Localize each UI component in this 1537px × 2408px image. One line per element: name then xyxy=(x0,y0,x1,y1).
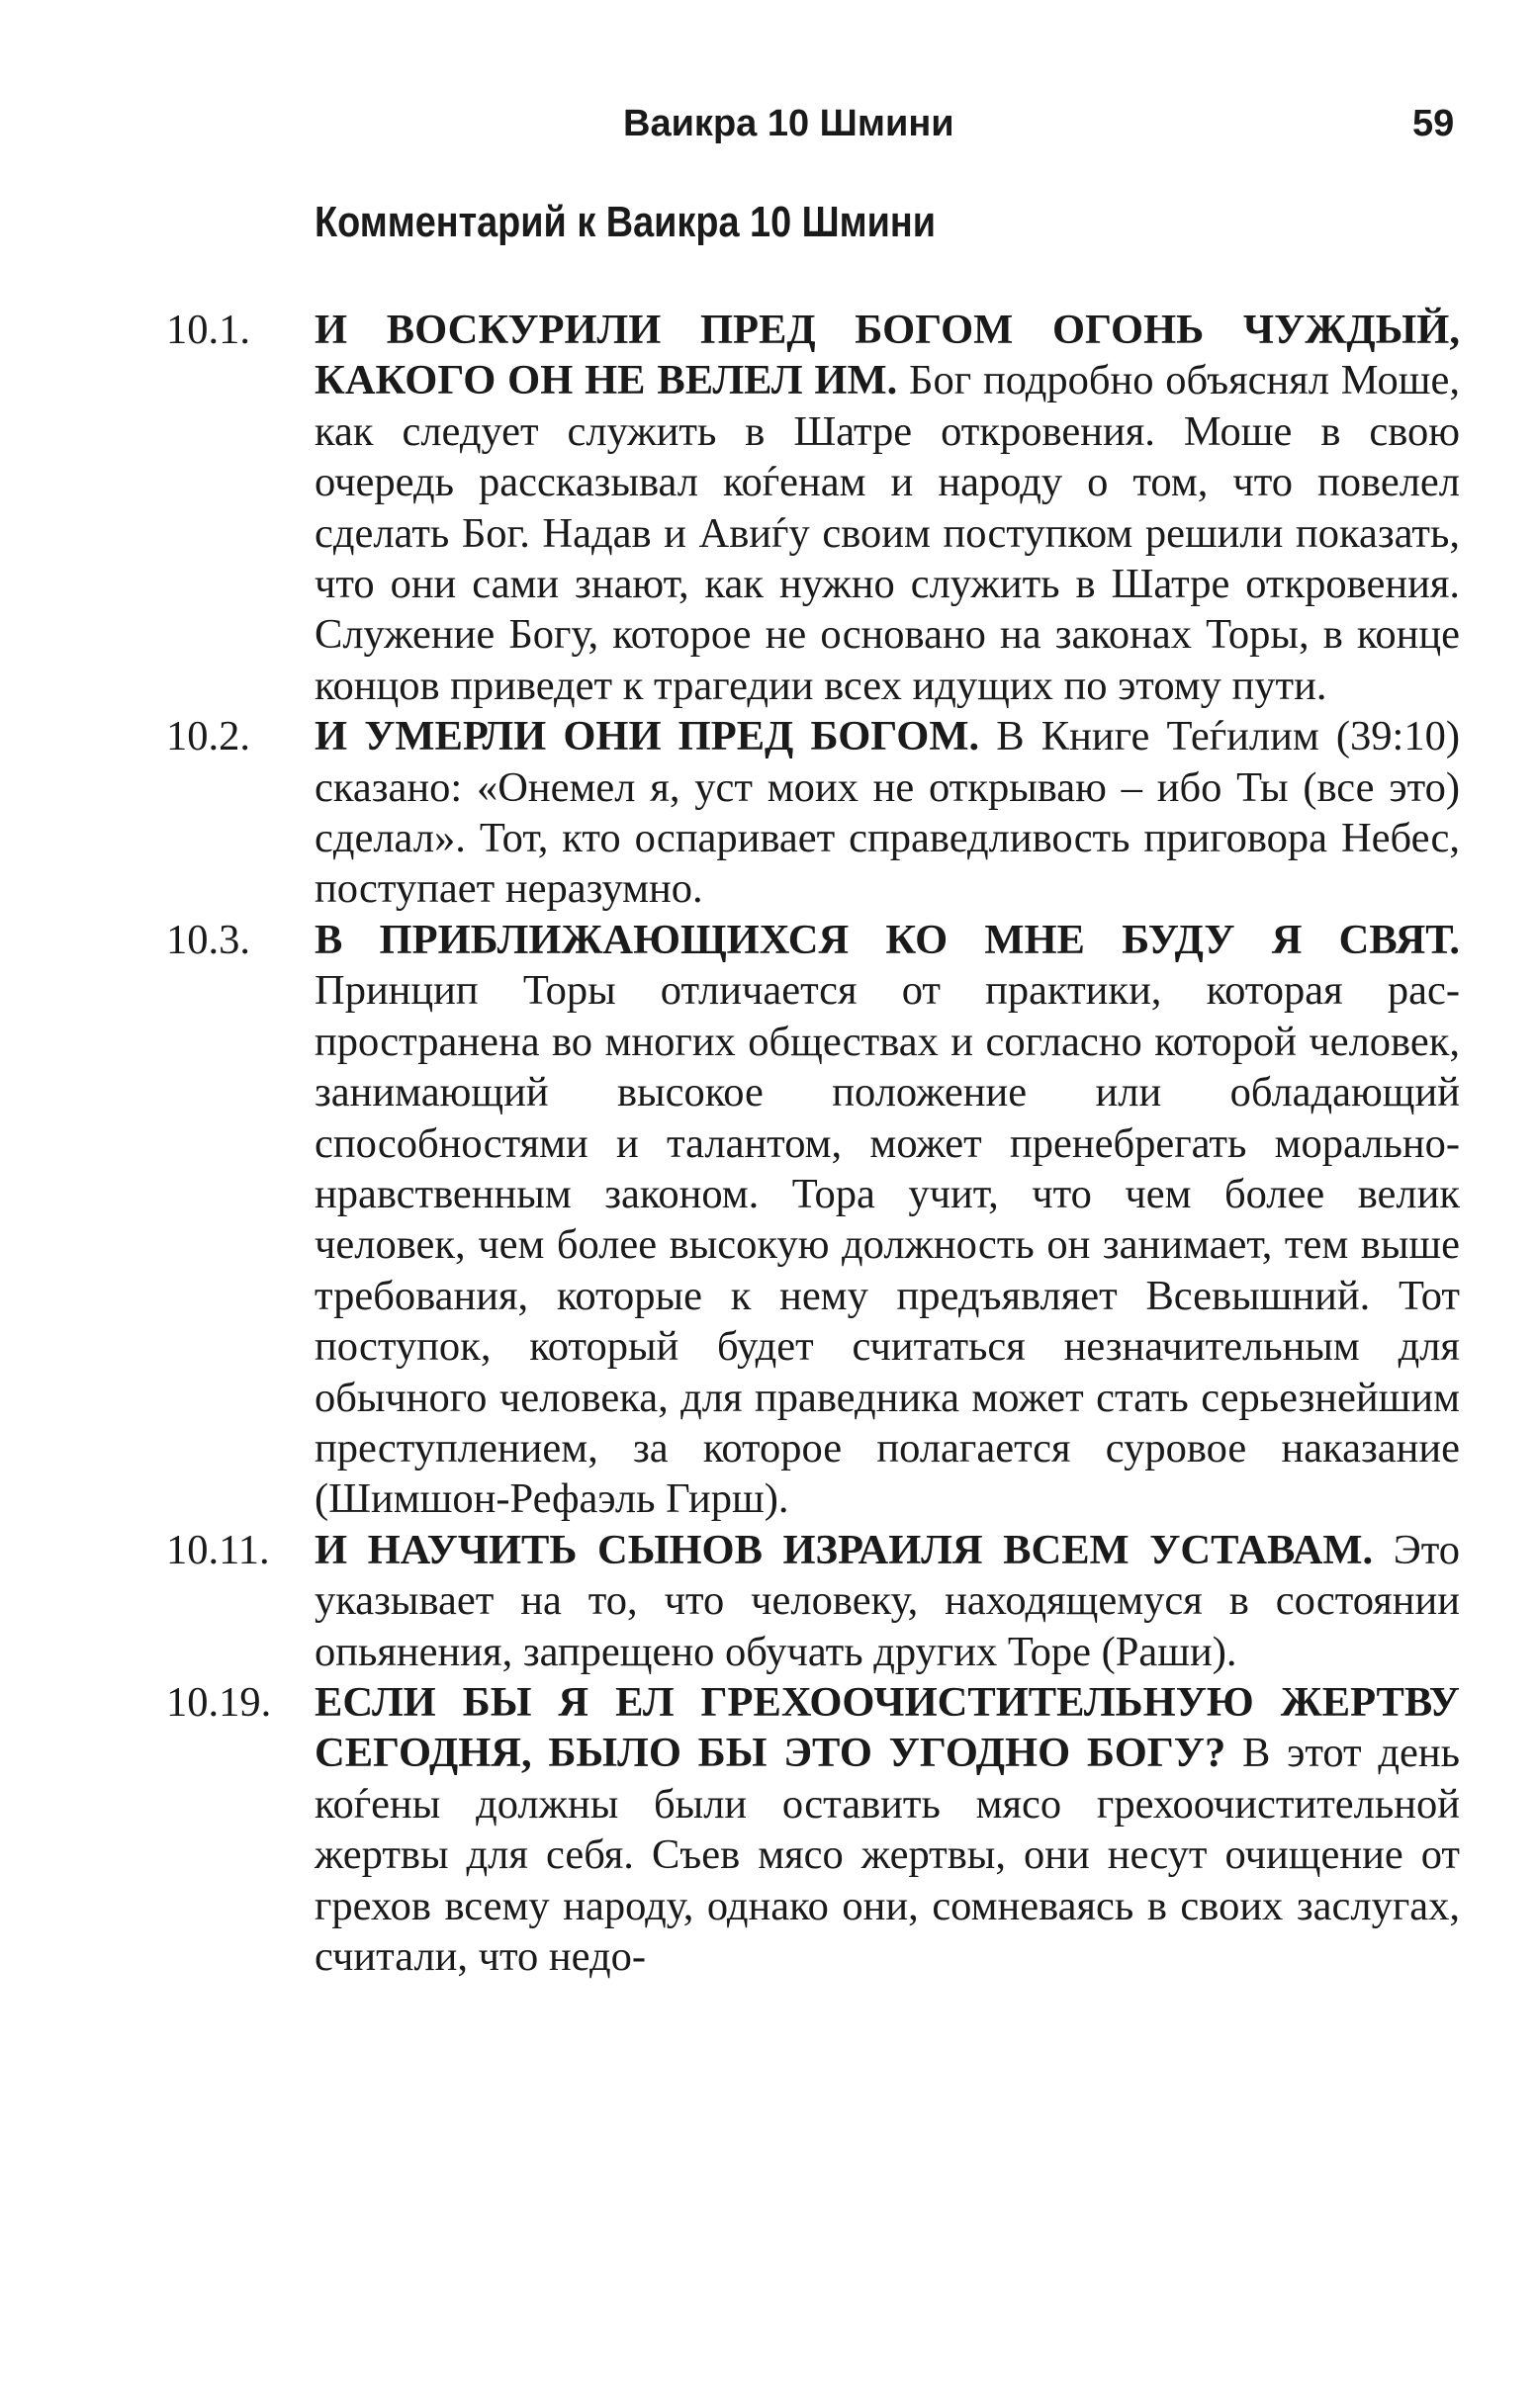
section-title: Комментарий к Ваикра 10 Шмини xyxy=(315,198,937,246)
verse-number: 10.11. xyxy=(166,1526,270,1573)
entry-lemma: И ВОСКУРИЛИ ПРЕД БОГОМ ОГОНЬ ЧУЖДЫЙ, КАКОГО ОН НЕ ВЕЛЕЛ ИМ. xyxy=(315,307,1460,404)
entry-body xyxy=(315,1677,1460,1982)
page-number: 59 xyxy=(1412,103,1455,144)
commentary-entries xyxy=(166,305,1460,1982)
entry-text: Бог подробно объяснял Моше, как следует служить в Шатре откровения. Моше в свою очередь рассказывал коѓенам и народу о том, что повелел сделать Бог. Надав и Авиѓу своим поступком решили показать, что они сами знают, как нужно служить в Шатре откровения. Служение Богу, которое не основано на законах Торы, в конце концов приведет к трагедии всех идущих по этому пути. xyxy=(315,357,1461,709)
entry-text: В Книге Теѓилим (39:10) сказано: «Онемел я, уст моих не открываю – ибо Ты (все это) сделал». Тот, кто оспаривает справедливость приговора Небес, поступает неразумно. xyxy=(315,713,1461,913)
entry-lemma: И НАУЧИТЬ СЫНОВ ИЗРАИЛЯ ВСЕМ УСТАВАМ. xyxy=(315,1526,1374,1573)
entry-body xyxy=(315,711,1460,915)
commentary-entry xyxy=(166,711,1460,915)
verse-number: 10.1. xyxy=(166,307,250,353)
entry-text: Это указывает на то, что человеку, находящемуся в состоянии опьянения, запрещено обучать других Торе (Раши). xyxy=(315,1526,1461,1675)
entry-body xyxy=(315,305,1460,711)
entry-body xyxy=(315,1525,1460,1677)
verse-number: 10.19. xyxy=(166,1678,272,1726)
running-head xyxy=(0,103,1537,162)
commentary-entry xyxy=(166,305,1460,711)
entry-lemma: И УМЕРЛИ ОНИ ПРЕД БОГОМ. xyxy=(315,713,980,760)
commentary-entry xyxy=(166,1525,1460,1677)
entry-text: Принцип Торы отличается от практики, которая распространена во многих обществах и согласно которой человек, занимающий высокое положение или обладающий способностями и талантом, может пренебрегать морально-нравственным законом. Тора учит, что чем более велик человек, чем более высокую должность он занимает, тем выше требования, которые к нему предъявляет Всевышний. Тот поступок, который будет считаться незначительным для обычного человека, для праведника может стать серьезнейшим преступлением, за которое полагается суровое наказание (Шимшон-Рефаэль Гирш). xyxy=(315,967,1460,1523)
entry-body xyxy=(315,915,1460,1525)
entry-lemma: В ПРИБЛИЖАЮЩИХСЯ КО МНЕ БУДУ Я СВЯТ. xyxy=(315,916,1460,963)
verse-number: 10.3. xyxy=(166,916,250,963)
commentary-entry xyxy=(166,915,1460,1525)
running-title: Ваикра 10 Шмини xyxy=(623,103,954,144)
commentary-entry xyxy=(166,1677,1460,1982)
verse-number: 10.2. xyxy=(166,713,250,760)
entry-text: В этот день коѓены должны были оставить мясо грехоочистительной жертвы для себя. Съев мясо жертвы, они несут очищение от грехов всему народу, однако они, сомневаясь в своих заслугах, считали, что недо- xyxy=(315,1730,1460,1980)
entry-lemma: ЕСЛИ БЫ Я ЕЛ ГРЕХООЧИСТИТЕЛЬНУЮ ЖЕРТВУ СЕГОДНЯ, БЫЛО БЫ ЭТО УГОДНО БОГУ? xyxy=(315,1678,1460,1777)
